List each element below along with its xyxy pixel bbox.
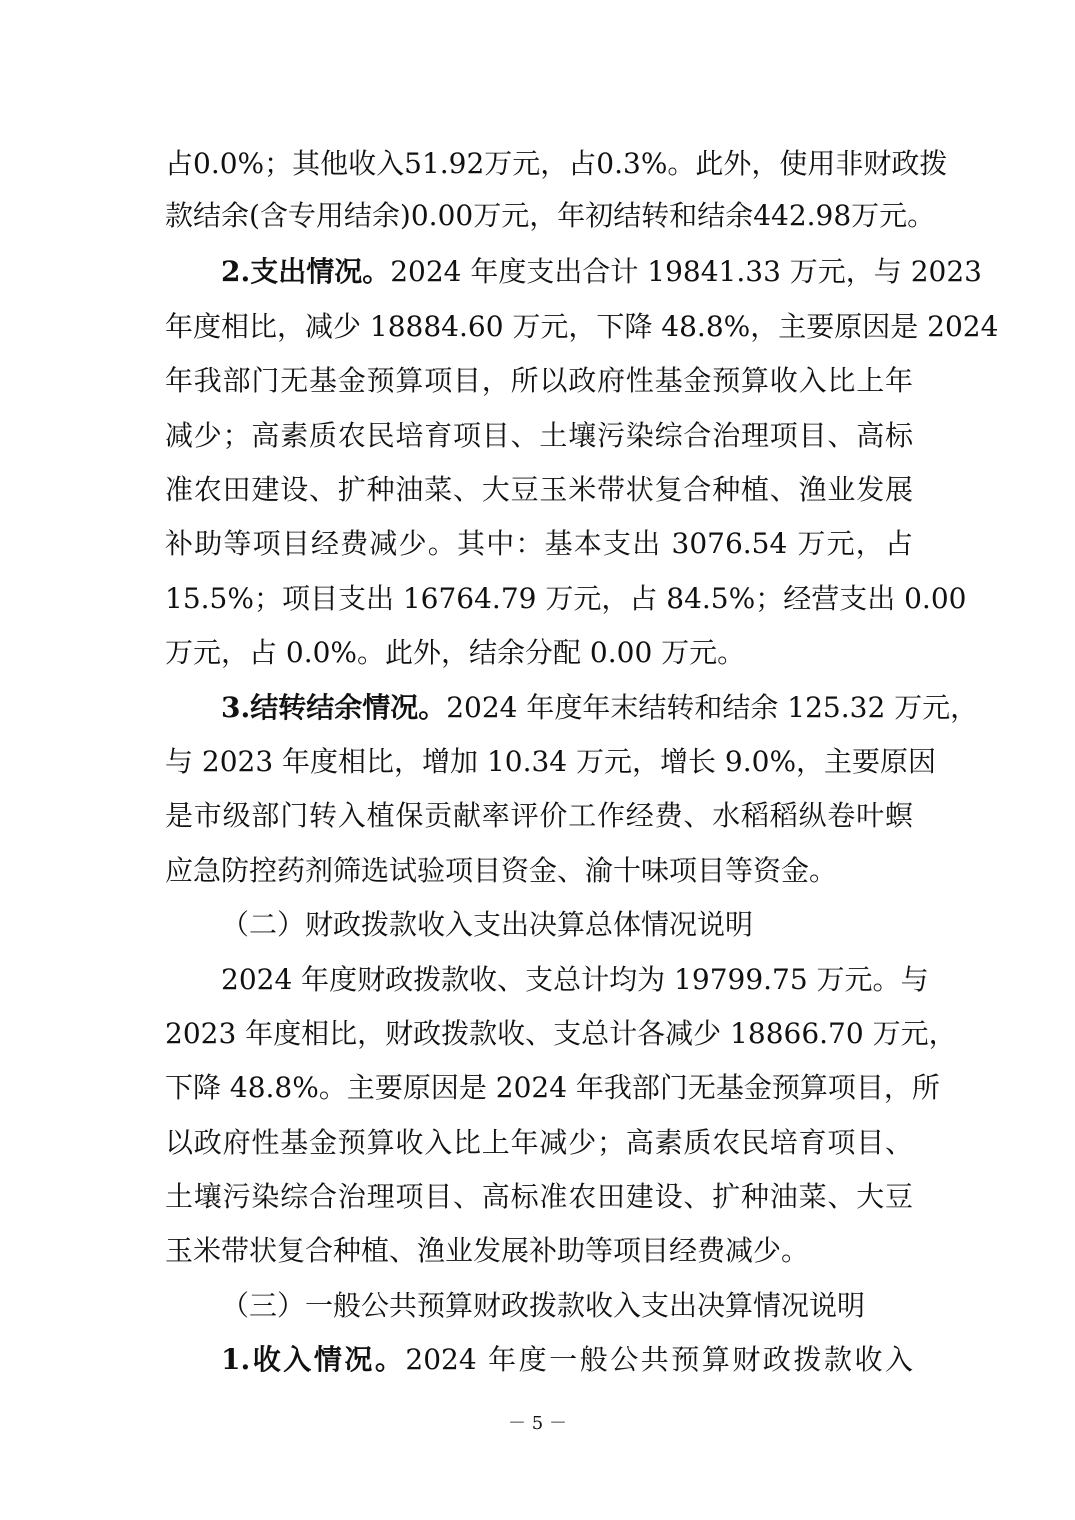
paragraph-line: 准农田建设、扩种油菜、大豆玉米带状复合种植、渔业发展 xyxy=(165,473,913,506)
paragraph-line: 年我部门无基金预算项目，所以政府性基金预算收入比上年 xyxy=(165,364,913,397)
paragraph-line: 土壤污染综合治理项目、高标准农田建设、扩种油菜、大豆 xyxy=(165,1180,913,1213)
paragraph-line: 补助等项目经费减少。其中：基本支出 3076.54 万元，占 xyxy=(165,527,913,560)
section-heading-carryover: 3.结转结余情况。 xyxy=(221,691,447,724)
paragraph-line: 15.5%；项目支出 16764.79 万元，占 84.5%；经营支出 0.00 xyxy=(165,582,967,615)
paragraph-line: 占0.0%；其他收入51.92万元，占0.3%。此外，使用非财政拨 xyxy=(165,147,948,180)
line-text: 2024 年度年末结转和结余 125.32 万元， xyxy=(446,691,979,724)
paragraph-line xyxy=(221,688,979,728)
line-text: 2024 年度一般公共预算财政拨款收入 xyxy=(405,1343,913,1376)
paragraph-line: 年度相比，减少 18884.60 万元，下降 48.8%，主要原因是 2024 xyxy=(165,310,999,343)
paragraph-line: 款结余(含专用结余)0.00万元，年初结转和结余442.98万元。 xyxy=(165,199,936,232)
paragraph-line: 万元，占 0.0%。此外，结余分配 0.00 万元。 xyxy=(165,636,746,669)
section-heading-expenditure: 2.支出情况。 xyxy=(221,255,391,288)
paragraph-line: 下降 48.8%。主要原因是 2024 年我部门无基金预算项目，所 xyxy=(165,1071,940,1104)
paragraph-line xyxy=(221,1340,913,1380)
line-text: 2024 年度支出合计 19841.33 万元，与 2023 xyxy=(390,255,982,288)
paragraph-line: 是市级部门转入植保贡献率评价工作经费、水稻稻纵卷叶螟 xyxy=(165,799,913,832)
page-number: － 5 － xyxy=(508,1413,567,1434)
paragraph-line: 与 2023 年度相比，增加 10.34 万元，增长 9.0%，主要原因 xyxy=(165,745,937,778)
paragraph-line: 玉米带状复合种植、渔业发展补助等项目经费减少。 xyxy=(165,1234,810,1267)
paragraph-line: 以政府性基金预算收入比上年减少；高素质农民培育项目、 xyxy=(165,1126,913,1159)
paragraph-line xyxy=(221,252,982,292)
paragraph-line: 应急防控药剂筛选试验项目资金、渝十味项目等资金。 xyxy=(165,854,838,887)
section-title: （二）财政拨款收入支出决算总体情况说明 xyxy=(221,908,754,941)
section-heading-income: 1.收入情况。 xyxy=(221,1343,406,1376)
paragraph-line: 2023 年度相比，财政拨款收、支总计各减少 18866.70 万元， xyxy=(165,1017,957,1050)
paragraph-line: 2024 年度财政拨款收、支总计均为 19799.75 万元。与 xyxy=(221,963,929,996)
paragraph-line: 减少；高素质农民培育项目、土壤污染综合治理项目、高标 xyxy=(165,419,913,452)
section-title: （三）一般公共预算财政拨款收入支出决算情况说明 xyxy=(221,1289,866,1322)
